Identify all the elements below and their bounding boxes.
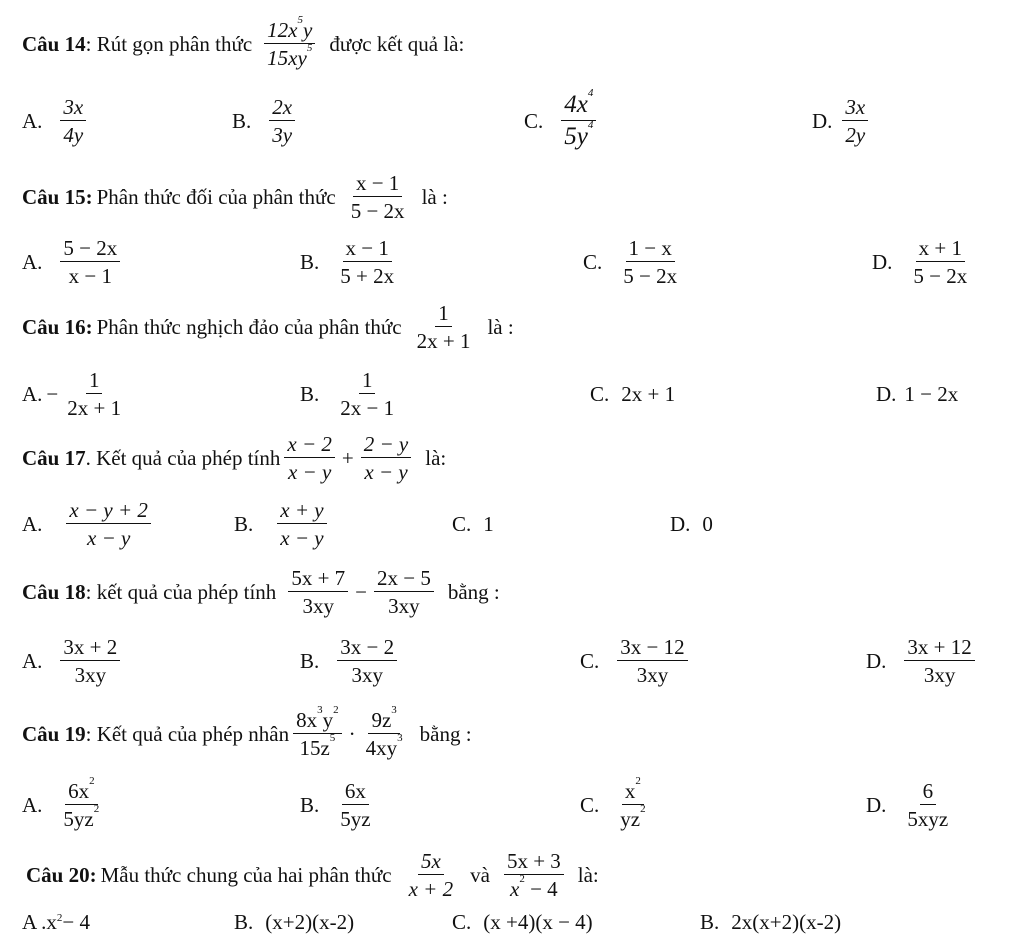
question-18-fraction-2: $\frac{2x - 5}{3xy}$: [374, 567, 434, 617]
question-19-label: Câu 19: [22, 721, 86, 746]
question-15-fraction: $\frac{x - 1}{5 - 2x}$: [350, 170, 405, 223]
q15-option-a[interactable]: A. $\frac{5 - 2x}{x - 1}$: [22, 232, 126, 292]
q16-option-a[interactable]: A. − $\frac{1}{2x + 1}$: [22, 367, 122, 420]
q16-option-d[interactable]: D. 1 − 2x: [876, 381, 959, 406]
question-17-label: Câu 17: [22, 445, 86, 470]
question-18: [22, 562, 500, 622]
question-19-suffix: bằng :: [419, 721, 472, 746]
question-15-text: Phân thức đối của phân thức: [96, 184, 336, 209]
q14-option-a[interactable]: A. $\frac{3x}{4y}$: [22, 91, 92, 151]
question-18-label: Câu 18: [22, 579, 86, 604]
q15-option-b[interactable]: B. $\frac{x - 1}{5 + 2x}$: [300, 235, 395, 288]
question-14-text: : Rút gọn phân thức: [85, 31, 253, 56]
q14-option-d[interactable]: D. $\frac{3x}{2y}$: [812, 91, 874, 151]
q18-option-d[interactable]: D. $\frac{3x + 12}{3xy}$: [866, 631, 981, 691]
question-19-text: : Kết quả của phép nhân: [85, 721, 290, 746]
question-16: [22, 297, 514, 357]
q15-option-d[interactable]: D. $\frac{x + 1}{5 - 2x}$: [872, 235, 968, 288]
q17-option-c[interactable]: C. 1: [452, 511, 494, 536]
question-14: [22, 14, 464, 74]
question-20-suffix: là:: [577, 862, 599, 887]
q16-option-c[interactable]: C. 2x + 1: [590, 381, 676, 406]
q19-option-d[interactable]: D. $\frac{6}{\text{5xyz}}$: [866, 778, 949, 831]
question-17-operator: +: [341, 445, 354, 470]
question-15-suffix: là :: [421, 184, 448, 209]
q17-option-b[interactable]: B. $\frac{x + y}{x - y}$: [234, 494, 333, 554]
question-16-fraction: $\frac{1}{2x + 1}$: [416, 300, 471, 353]
q17-option-d[interactable]: D. 0: [670, 511, 713, 536]
question-17: [22, 428, 446, 488]
question-15-label: Câu 15:: [22, 184, 93, 209]
q20-option-a[interactable]: A .x $^2$ − 4: [22, 909, 91, 934]
question-16-text: Phân thức nghịch đảo của phân thức: [96, 314, 402, 339]
question-15: [22, 167, 448, 227]
question-14-label: Câu 14: [22, 31, 86, 56]
question-16-label: Câu 16:: [22, 314, 93, 339]
question-18-text: : kết quả của phép tính: [85, 579, 277, 604]
question-18-suffix: bằng :: [447, 579, 500, 604]
q17-option-a[interactable]: A. $\frac{x - y + 2}{x - y}$: [22, 494, 157, 554]
question-14-fraction: $\frac{12x^5y}{15xy^5}$: [264, 19, 315, 69]
question-18-operator: −: [355, 579, 367, 604]
q18-option-a[interactable]: A. $\frac{3x + 2}{3xy}$: [22, 631, 126, 691]
q20-option-c[interactable]: C. (x +4)(x − 4): [452, 909, 593, 934]
question-19-operator: ·: [348, 721, 356, 746]
question-17-fraction-1: $\frac{x - 2}{x - y}$: [284, 433, 335, 483]
question-20-fraction-2: $\frac{5x + 3}{x^2 - 4}$: [504, 850, 564, 900]
q14-option-b[interactable]: B. $\frac{2x}{3y}$: [232, 91, 301, 151]
question-17-text: . Kết quả của phép tính: [85, 445, 281, 470]
question-17-fraction-2: $\frac{2 - y}{x - y}$: [361, 433, 412, 483]
q15-option-c[interactable]: C. $\frac{1 - x}{5 - 2x}$: [583, 235, 678, 288]
question-20-text: Mẫu thức chung của hai phân thức: [100, 862, 392, 887]
question-14-suffix: được kết quả là:: [329, 31, 465, 56]
question-18-fraction-1: $\frac{5x + 7}{3xy}$: [288, 567, 348, 617]
question-20-conjunction: và: [470, 862, 490, 887]
q19-option-b[interactable]: B. $\frac{6x}{5yz}$: [300, 778, 371, 831]
question-19: [22, 704, 472, 764]
q14-option-c[interactable]: C. $\frac{4x^4}{5y^4}$: [524, 91, 602, 151]
question-19-fraction-1: $\frac{8x^3y^2}{15z^5}$: [293, 709, 342, 759]
question-17-suffix: là:: [425, 445, 447, 470]
q19-option-a[interactable]: A. $\frac{6x^2}{5yz^2}$: [22, 774, 100, 831]
q19-option-c[interactable]: C. $\frac{x^2}{yz^2}$: [580, 774, 646, 831]
q20-option-d[interactable]: B. 2x(x+2)(x-2): [700, 909, 842, 934]
q18-option-b[interactable]: B. $\frac{3x - 2}{3xy}$: [300, 631, 403, 691]
question-16-suffix: là :: [487, 314, 514, 339]
q18-option-c[interactable]: C. $\frac{3x - 12}{3xy}$: [580, 631, 694, 691]
q16-option-b[interactable]: B. $\frac{1}{2x - 1}$: [300, 367, 395, 420]
question-20-label: Câu 20:: [26, 862, 97, 887]
question-20-fraction-1: $\frac{5x}{x + 2}$: [408, 848, 454, 901]
q20-option-b[interactable]: B. (x+2)(x-2): [234, 909, 355, 934]
question-19-fraction-2: $\frac{9z^3}{4xy^3}$: [365, 703, 403, 760]
